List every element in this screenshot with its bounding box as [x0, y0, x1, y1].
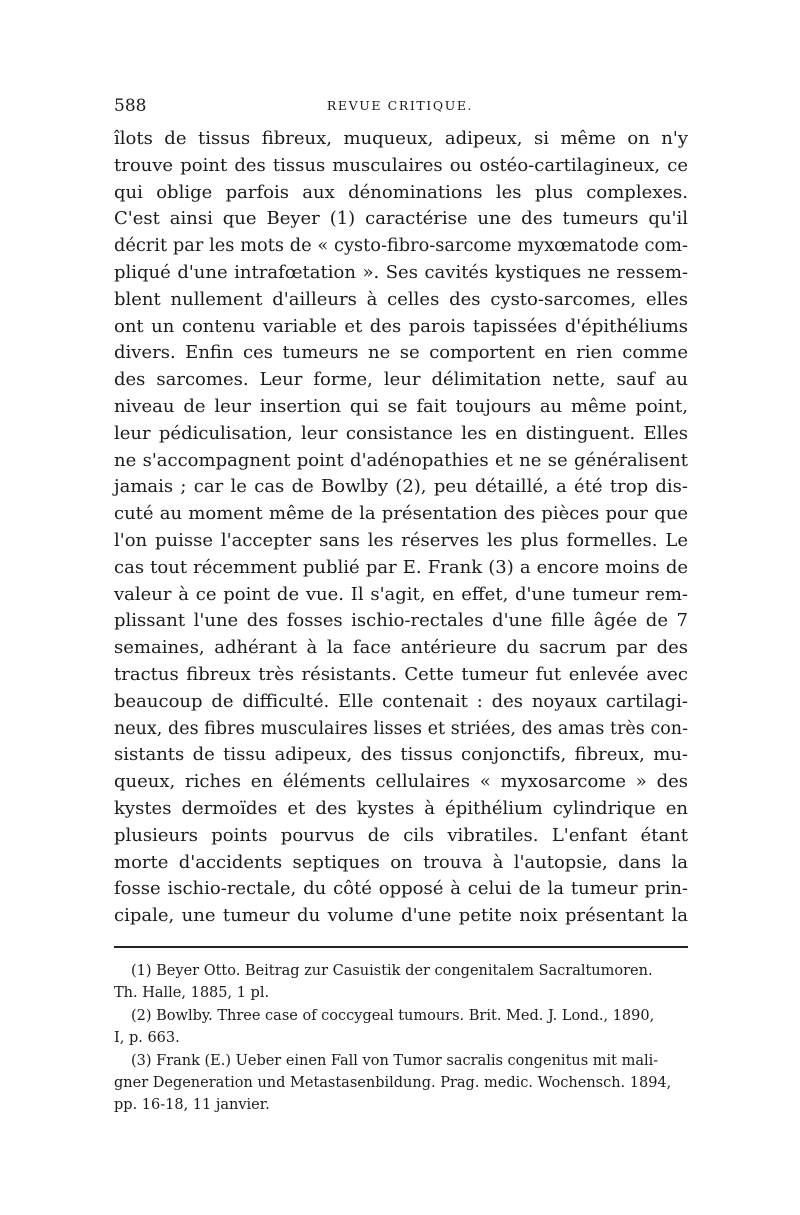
text-line: plusieurs points pourvus de cils vibratiles. L'enfant étant	[114, 824, 688, 846]
text-line: jamais ; car le cas de Bowlby (2), peu détaillé, a été trop dis-	[114, 476, 688, 498]
running-title: REVUE CRITIQUE.	[326, 98, 474, 113]
text-line: l'on puisse l'accepter sans les réserves les plus formelles. Le	[114, 529, 688, 551]
page-number: 588	[114, 96, 147, 116]
footnote-line: pp. 16-18, 11 janvier.	[114, 1097, 270, 1114]
text-line: leur pédiculisation, leur consistance les en distinguent. Elles	[114, 422, 688, 444]
text-line: ne s'accompagnent point d'adénopathies et ne se généralisent	[114, 449, 688, 471]
footnote-line: (1) Beyer Otto. Beitrag zur Casuistik der congenitalem Sacraltumoren.	[131, 963, 653, 979]
footnotes	[114, 960, 688, 1117]
text-line: cas tout récemment publié par E. Frank (3) a encore moins de	[114, 556, 688, 578]
text-line: plissant l'une des fosses ischio-rectales d'une fille âgée de 7	[114, 610, 688, 632]
footnote-line: (3) Frank (E.) Ueber einen Fall von Tumor sacralis congenitus mit mali-	[131, 1052, 659, 1069]
body-text	[114, 126, 688, 930]
text-line: trouve point des tissus musculaires ou ostéo-cartilagineux, ce	[114, 154, 688, 176]
text-line: tractus fibreux très résistants. Cette tumeur fut enlevée avec	[114, 663, 688, 685]
text-line: cipale, une tumeur du volume d'une petite noix présentant la	[114, 905, 688, 927]
text-line: queux, riches en éléments cellulaires « myxosarcome » des	[114, 771, 688, 793]
text-line: ont un contenu variable et des parois tapissées d'épithéliums	[114, 315, 688, 337]
footnote-separator	[114, 946, 688, 948]
text-line: semaines, adhérant à la face antérieure du sacrum par des	[114, 637, 688, 659]
footnote-line: I, p. 663.	[114, 1030, 180, 1047]
text-line: qui oblige parfois aux dénominations les plus complexes.	[114, 181, 688, 203]
text-line: fosse ischio-rectale, du côté opposé à celui de la tumeur prin-	[114, 878, 688, 900]
text-line: niveau de leur insertion qui se fait toujours au même point,	[114, 395, 688, 417]
text-line: blent nullement d'ailleurs à celles des cysto-sarcomes, elles	[114, 288, 688, 310]
footnote-line: (2) Bowlby. Three case of coccygeal tumours. Brit. Med. J. Lond., 1890,	[131, 1007, 655, 1024]
text-line: pliqué d'une intrafœtation ». Ses cavités kystiques ne ressem-	[114, 261, 688, 283]
text-line: sistants de tissu adipeux, des tissus conjonctifs, fibreux, mu-	[114, 744, 688, 766]
footnote-line: gner Degeneration und Metastasenbildung. Prag. medic. Wochensch. 1894,	[114, 1074, 672, 1091]
text-line: kystes dermoïdes et des kystes à épithélium cylindrique en	[114, 797, 688, 819]
text-line: morte d'accidents septiques on trouva à l'autopsie, dans la	[114, 851, 688, 873]
text-line: cuté au moment même de la présentation des pièces pour que	[114, 503, 688, 525]
text-line: beaucoup de difficulté. Elle contenait : des noyaux cartilagi-	[114, 690, 688, 712]
text-line: divers. Enfin ces tumeurs ne se comportent en rien comme	[114, 342, 688, 364]
text-line: des sarcomes. Leur forme, leur délimitation nette, sauf au	[114, 369, 688, 391]
footnote-line: Th. Halle, 1885, 1 pl.	[114, 985, 270, 1002]
page-header	[114, 96, 686, 122]
text-line: îlots de tissus fibreux, muqueux, adipeux, si même on n'y	[114, 128, 688, 149]
text-line: valeur à ce point de vue. Il s'agit, en effet, d'une tumeur rem-	[114, 583, 688, 605]
text-line: décrit par les mots de « cysto-fibro-sarcome myxœmatode com-	[114, 236, 688, 257]
text-line: C'est ainsi que Beyer (1) caractérise une des tumeurs qu'il	[114, 208, 688, 230]
text-line: neux, des fibres musculaires lisses et striées, des amas très con-	[114, 718, 688, 739]
